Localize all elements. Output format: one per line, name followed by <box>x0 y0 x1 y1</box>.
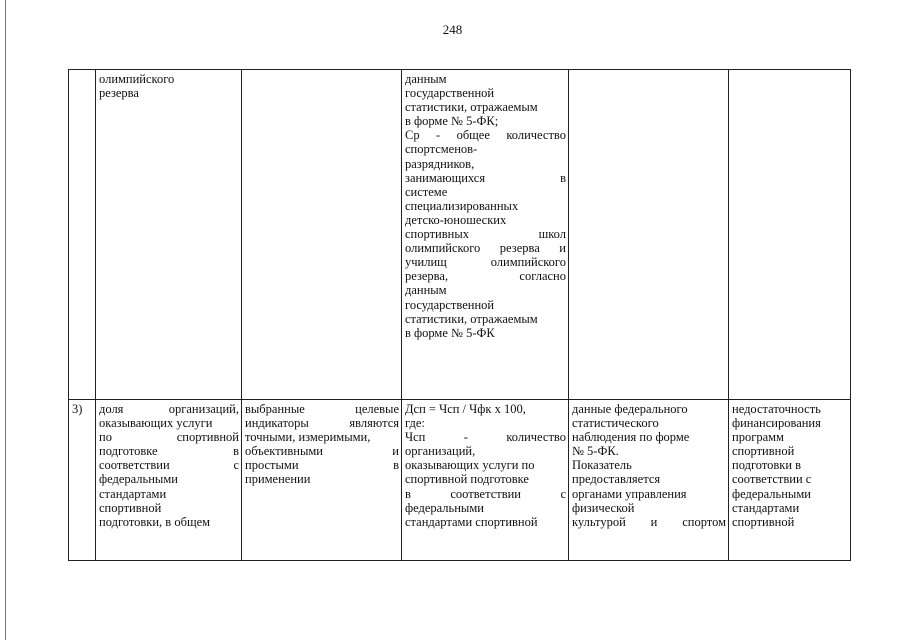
cell-line: точными, измеримыми, <box>245 430 371 445</box>
indicator-name-cell <box>96 70 242 400</box>
row-number-cell: 3) <box>69 400 96 561</box>
rationale-cell <box>242 400 402 561</box>
cell-line: стандартами спортивной <box>405 514 538 529</box>
cell-line: спортсменов- <box>405 142 478 157</box>
row-number-cell <box>69 70 96 400</box>
cell-line: занимающихся в <box>405 170 566 185</box>
cell-line: предоставляется <box>572 472 661 487</box>
cell-line: статистического <box>572 416 659 431</box>
cell-line: подготовки в <box>732 458 802 473</box>
cell-line: оказывающих услуги по <box>405 458 535 473</box>
cell-line: по спортивной <box>99 430 239 445</box>
cell-line: спортивных школ <box>405 227 566 242</box>
risk-cell <box>729 70 851 400</box>
cell-line: доля организаций, <box>99 402 239 416</box>
cell-line: оказывающих услуги <box>99 416 213 431</box>
calculation-method-cell <box>402 70 569 400</box>
table-row <box>69 70 851 400</box>
data-source-cell <box>569 400 729 561</box>
cell-line: где: <box>405 416 425 431</box>
cell-line: наблюдения по форме <box>572 430 690 445</box>
cell-line: стандартами <box>99 486 167 501</box>
cell-line: системе <box>405 184 448 199</box>
cell-line: спортивной подготовке <box>405 472 529 487</box>
cell-line: № 5-ФК. <box>572 444 619 459</box>
cell-line: резерва, согласно <box>405 269 566 284</box>
cell-line: соответствии с <box>99 458 239 473</box>
cell-line: спортивной <box>732 444 795 459</box>
cell-line: недостаточность <box>732 402 821 416</box>
cell-line: выбранные целевые <box>245 402 399 416</box>
cell-line: федеральными <box>99 472 178 487</box>
page-edge-rule <box>5 0 6 640</box>
cell-line: в форме № 5-ФК; <box>405 114 499 129</box>
cell-line: Чсп - количество <box>405 430 566 445</box>
cell-line: объективными и <box>245 444 399 459</box>
cell-line: училищ олимпийского <box>405 255 566 270</box>
cell-line: государственной <box>405 86 495 101</box>
rationale-cell <box>242 70 402 400</box>
cell-line: финансирования <box>732 416 821 431</box>
cell-line: индикаторы являются <box>245 416 399 431</box>
cell-line: физической <box>572 500 635 515</box>
cell-line: данные федерального <box>572 402 688 416</box>
cell-line: специализированных <box>405 198 519 213</box>
cell-line: простыми в <box>245 458 399 473</box>
cell-line: культурой и спортом <box>572 514 726 529</box>
cell-line: стандартами <box>732 500 800 515</box>
cell-line: органами управления <box>572 486 687 501</box>
cell-line: спортивной <box>732 514 795 529</box>
calculation-method-cell <box>402 400 569 561</box>
indicator-name-cell <box>96 400 242 561</box>
cell-line: разрядников, <box>405 156 475 171</box>
cell-line: Ср - общее количество <box>405 128 566 143</box>
cell-line: Показатель <box>572 458 632 473</box>
cell-line: подготовке в <box>99 444 239 459</box>
cell-line: государственной <box>405 297 495 312</box>
cell-line: статистики, отражаемым <box>405 100 538 115</box>
cell-line: олимпийского <box>99 72 175 86</box>
indicator-table <box>68 69 851 561</box>
cell-line: организаций, <box>405 444 476 459</box>
cell-line: подготовки, в общем <box>99 514 211 529</box>
cell-line: программ <box>732 430 784 445</box>
risk-cell <box>729 400 851 561</box>
cell-line: данным <box>405 283 447 298</box>
cell-line: статистики, отражаемым <box>405 311 538 326</box>
cell-line: соответствии с <box>732 472 812 487</box>
table-row <box>69 400 851 561</box>
cell-line: федеральными <box>405 500 484 515</box>
cell-line: данным <box>405 72 447 86</box>
cell-line: спортивной <box>99 500 162 515</box>
cell-line: резерва <box>99 86 139 101</box>
cell-line: олимпийского резерва и <box>405 241 566 256</box>
cell-line: в соответствии с <box>405 486 566 501</box>
cell-line: федеральными <box>732 486 811 501</box>
cell-line: в форме № 5-ФК <box>405 325 495 340</box>
cell-line: детско-юношеских <box>405 212 507 227</box>
data-source-cell <box>569 70 729 400</box>
cell-line: Дсп = Чсп / Чфк x 100, <box>405 402 526 416</box>
cell-line: применении <box>245 472 311 487</box>
page-number: 248 <box>442 22 463 37</box>
